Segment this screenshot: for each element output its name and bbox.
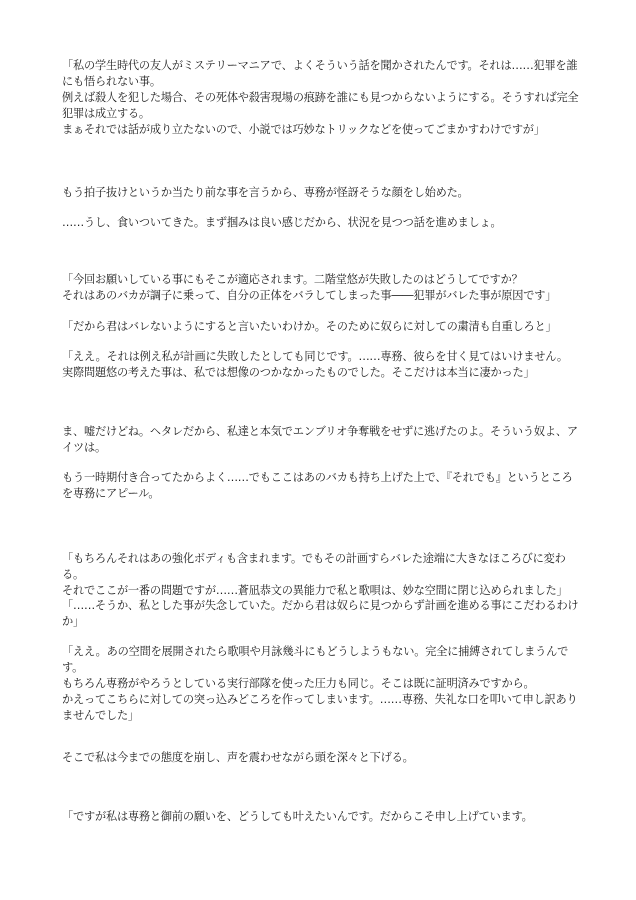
- paragraph-1: 「私の学生時代の友人がミステリーマニアで、よくそういう話を聞かされたんです。それは……犯罪を誰にも悟られない事。 例えば殺人を犯した場合、その死体や殺害現場の痕跡を誰にも見つからないようにする。そうすれば完全犯罪は成立する。 まぁそれでは話が成り立たないので、小説では巧妙なトリックなどを使ってごまかすわけですが」: [62, 59, 579, 136]
- paragraph-7: ま、嘘だけどね。ヘタレだから、私達と本気でエンブリオ争奪戦をせずに逃げたのよ。そういう奴よ、アイツは。: [62, 425, 578, 454]
- paragraph-9: 「もちろんそれはあの強化ボディも含まれます。でもその計画すらバレた途端に大きなほころびに変わる。 それでここが一番の問題ですが……蒼凪恭文の異能力で私と歌唄は、妙な空間に閉じ込められました」: [62, 552, 568, 597]
- paragraph-2: もう拍子抜けというか当たり前な事を言うから、専務が怪訝そうな顔をし始めた。: [62, 186, 469, 199]
- paragraph-3: ……うし、食いついてきた。まず掴みは良い感じだから、状況を見つつ話を進めましょ。: [62, 216, 502, 229]
- paragraph-4: 「今回お願いしている事にもそこが適応されます。二階堂悠が失敗したのはどうしてですか？ それはあのバカが調子に乗って、自分の正体をバラしてしまった事――犯罪がバレた事が原因です」: [62, 273, 557, 302]
- paragraph-11: 「ええ。あの空間を展開されたら歌唄や月詠幾斗にもどうしようもない。完全に捕縛されてしまうんです。 もちろん専務がやろうとしている実行部隊を使った圧力も同じ。そこは既に証明済みですから。 かえってこちらに対しての突っ込みどころを作ってしまいます。……専務、失礼な口を叩いて申し訳ありませんでした」: [62, 645, 578, 722]
- paragraph-8: もう一時期付き合ってたからよく……でもここはあのバカも持ち上げた上で、『それでも』というところを専務にアピール。: [62, 471, 573, 500]
- paragraph-13: 「ですが私は専務と御前の願いを、どうしても叶えたいんです。だからこそ申し上げています。: [62, 810, 533, 823]
- paragraph-6: 「ええ。それは例え私が計画に失敗したとしても同じです。……専務、彼らを甘く見てはいけません。 実際問題悠の考えた事は、私では想像のつかなかったものでした。そこだけは本当に凄かった」: [62, 350, 568, 379]
- paragraph-10: 「……そうか、私とした事が失念していた。だから君は奴らに見つからず計画を進める事にこだわるわけか」: [62, 599, 579, 628]
- paragraph-5: 「だから君はバレないようにすると言いたいわけか。そのために奴らに対しての粛清も自重しろと」: [62, 320, 557, 333]
- paragraph-12: そこで私は今までの態度を崩し、声を震わせながら頭を深々と下げる。: [62, 751, 414, 764]
